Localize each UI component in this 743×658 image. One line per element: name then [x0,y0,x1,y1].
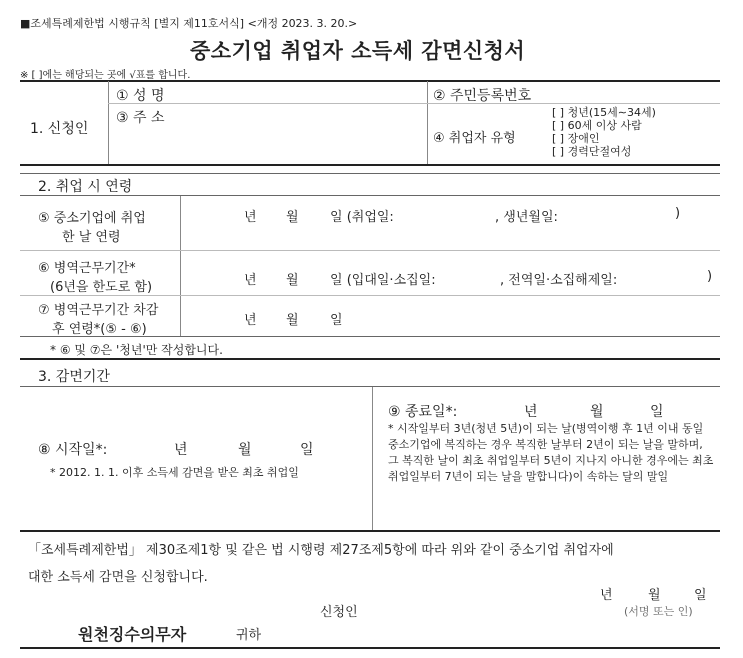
row7-label-2: 후 연령*(⑤ - ⑥) [52,322,147,337]
row7-day[interactable]: 일 [330,313,343,328]
divider [20,250,720,251]
divider [108,81,109,164]
section-rule [20,173,720,174]
row6-month[interactable]: 월 [286,273,299,288]
divider [372,387,373,530]
rrn-label: ② 주민등록번호 [433,88,532,104]
applicant-signature-label: 신청인 [320,605,358,620]
section-1-label: 1. 신청인 [30,121,89,137]
start-date-note: * 2012. 1. 1. 이후 소득세 감면을 받은 최초 취업일 [50,466,299,479]
statement-line-1: 「조세특례제한법」 제30조제1항 및 같은 법 시행령 제27조제5항에 따라 위와 같이 중소기업 취업자에 [28,543,614,558]
bottom-rule [20,647,720,649]
footer-rule [20,530,720,532]
end-month[interactable]: 월 [590,404,604,420]
start-date-label: ⑧ 시작일*: [38,442,108,458]
end-date-label: ⑨ 종료일*: [388,404,458,420]
option-senior[interactable]: [ ] 60세 이상 사람 [552,119,642,132]
address-label: ③ 주 소 [116,110,165,126]
form-reference: ■조세특례제한법 시행규칙 [별지 제11호서식] <개정 2023. 3. 20.> [20,17,358,30]
youth-only-note: * ⑥ 및 ⑦은 '청년'만 작성합니다. [50,343,223,357]
option-disabled[interactable]: [ ] 장애인 [552,132,600,145]
divider [20,295,720,296]
divider [427,81,428,164]
row6-close: ) [707,269,713,284]
row5-month[interactable]: 월 [286,210,299,225]
start-month[interactable]: 월 [238,442,252,458]
end-day[interactable]: 일 [650,404,664,420]
date-year[interactable]: 년 [600,588,613,603]
row7-month[interactable]: 월 [286,313,299,328]
row6-discharge[interactable]: , 전역일·소집해제일: [500,273,618,288]
option-youth[interactable]: [ ] 청년(15세∼34세) [552,106,656,119]
divider [180,196,181,336]
row6-day[interactable]: 일 (입대일·소집일: [330,273,436,288]
row6-label-2: (6년을 한도로 함) [50,280,153,295]
row5-label-2: 한 날 연령 [62,230,121,245]
divider [108,103,720,104]
row5-year[interactable]: 년 [244,210,257,225]
divider [20,195,720,196]
worker-type-label: ④ 취업자 유형 [433,131,516,146]
divider [20,386,720,387]
row5-birthdate[interactable]: , 생년월일: [495,210,558,225]
honorific: 귀하 [236,628,262,643]
end-year[interactable]: 년 [524,404,538,420]
row5-label: ⑤ 중소기업에 취업 [38,211,146,226]
row7-year[interactable]: 년 [244,313,257,328]
date-day[interactable]: 일 [694,588,707,603]
row5-close: ) [675,206,681,221]
statement-line-2: 대한 소득세 감면을 신청합니다. [28,570,208,585]
name-label: ① 성 명 [116,88,165,104]
top-rule [20,80,720,82]
start-year[interactable]: 년 [174,442,188,458]
page-title: 중소기업 취업자 소득세 감면신청서 [190,39,526,63]
recipient: 원천징수의무자 [78,625,187,644]
end-date-note: * 시작일부터 3년(청년 5년)이 되는 날(병역이행 후 1년 이내 동일 중소기업에 복직하는 경우 복직한 날부터 2년이 되는 날을 말하며, 그 복직한 날이 최초 취업일부터 5년이 지나지 아니한 경우에는 최초 취업일부터 7년이 되는 날을 말합니다)이 속하는 달의 말일 [388,422,714,483]
worker-type-options[interactable] [552,106,656,158]
section-3-label: 3. 감면기간 [38,369,110,385]
signature-placeholder[interactable]: (서명 또는 인) [624,605,693,618]
row6-label: ⑥ 병역근무기간* [38,261,136,276]
option-career-break-woman[interactable]: [ ] 경력단절여성 [552,145,632,158]
row5-day[interactable]: 일 (취업일: [330,210,394,225]
date-month[interactable]: 월 [648,588,661,603]
divider [20,336,720,337]
section-rule [20,358,720,360]
check-note: ※ [ ]에는 해당되는 곳에 √표를 합니다. [20,70,191,81]
row7-label: ⑦ 병역근무기간 차감 [38,303,159,318]
start-day[interactable]: 일 [300,442,314,458]
section-rule [20,164,720,166]
row6-year[interactable]: 년 [244,273,257,288]
section-2-label: 2. 취업 시 연령 [38,179,133,195]
